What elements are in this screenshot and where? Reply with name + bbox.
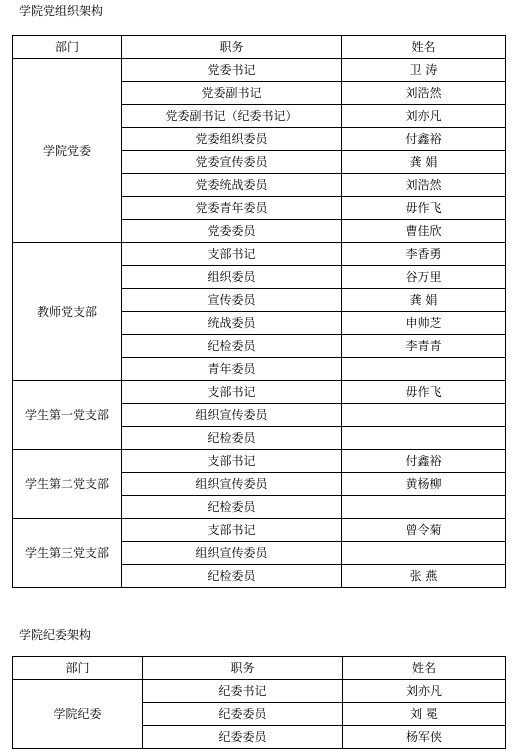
name-cell: 刘浩然: [342, 82, 506, 105]
position-cell: 组织宣传委员: [122, 404, 342, 427]
party-structure-table: [12, 35, 506, 588]
table-header-row: [13, 36, 506, 59]
name-cell: [342, 496, 506, 519]
position-cell: 支部书记: [122, 450, 342, 473]
position-cell: 纪委委员: [143, 703, 343, 726]
name-cell: 龚 娟: [342, 289, 506, 312]
name-cell: 杨军侠: [343, 726, 506, 749]
position-cell: 组织宣传委员: [122, 473, 342, 496]
position-cell: 纪委委员: [143, 726, 343, 749]
department-cell: 学生第三党支部: [13, 519, 122, 588]
header-position: 职务: [122, 36, 342, 59]
name-cell: [342, 427, 506, 450]
position-cell: 党委书记: [122, 59, 342, 82]
table-row: [13, 59, 506, 82]
name-cell: [342, 542, 506, 565]
position-cell: 支部书记: [122, 381, 342, 404]
name-cell: 曹佳欣: [342, 220, 506, 243]
position-cell: 纪检委员: [122, 496, 342, 519]
position-cell: 党委青年委员: [122, 197, 342, 220]
position-cell: 支部书记: [122, 243, 342, 266]
name-cell: 毋作飞: [342, 197, 506, 220]
position-cell: 党委副书记（纪委书记）: [122, 105, 342, 128]
name-cell: 曾令菊: [342, 519, 506, 542]
department-cell: 教师党支部: [13, 243, 122, 381]
name-cell: 刘 冕: [343, 703, 506, 726]
position-cell: 宣传委员: [122, 289, 342, 312]
position-cell: 党委组织委员: [122, 128, 342, 151]
name-cell: 毋作飞: [342, 381, 506, 404]
party-structure-title: 学院党组织架构: [19, 4, 104, 18]
position-cell: 组织宣传委员: [122, 542, 342, 565]
name-cell: 李青青: [342, 335, 506, 358]
name-cell: 刘亦凡: [343, 680, 506, 703]
position-cell: 组织委员: [122, 266, 342, 289]
name-cell: 张 燕: [342, 565, 506, 588]
table-row: [13, 381, 506, 404]
table-row: [13, 680, 506, 703]
name-cell: [342, 404, 506, 427]
position-cell: 党委副书记: [122, 82, 342, 105]
name-cell: 付鑫裕: [342, 128, 506, 151]
position-cell: 党委统战委员: [122, 174, 342, 197]
position-cell: 支部书记: [122, 519, 342, 542]
department-cell: 学生第二党支部: [13, 450, 122, 519]
name-cell: 谷万里: [342, 266, 506, 289]
department-cell: 学生第一党支部: [13, 381, 122, 450]
table-row: [13, 450, 506, 473]
position-cell: 纪检委员: [122, 335, 342, 358]
name-cell: 付鑫裕: [342, 450, 506, 473]
position-cell: 统战委员: [122, 312, 342, 335]
header-name: 姓名: [342, 36, 506, 59]
name-cell: 龚 娟: [342, 151, 506, 174]
department-cell: 学院党委: [13, 59, 122, 243]
table-row: [13, 519, 506, 542]
header-name: 姓名: [343, 657, 506, 680]
position-cell: 纪检委员: [122, 565, 342, 588]
name-cell: 黄杨柳: [342, 473, 506, 496]
position-cell: 党委委员: [122, 220, 342, 243]
name-cell: [342, 358, 506, 381]
discipline-structure-title: 学院纪委架构: [19, 628, 92, 642]
name-cell: 刘浩然: [342, 174, 506, 197]
table-row: [13, 243, 506, 266]
header-position: 职务: [143, 657, 343, 680]
name-cell: 刘亦凡: [342, 105, 506, 128]
name-cell: 李香勇: [342, 243, 506, 266]
name-cell: 申帅芝: [342, 312, 506, 335]
position-cell: 纪委书记: [143, 680, 343, 703]
position-cell: 纪检委员: [122, 427, 342, 450]
department-cell: 学院纪委: [13, 680, 143, 749]
header-department: 部门: [13, 36, 122, 59]
table-header-row: [13, 657, 506, 680]
position-cell: 青年委员: [122, 358, 342, 381]
position-cell: 党委宣传委员: [122, 151, 342, 174]
discipline-structure-table: [12, 656, 506, 749]
header-department: 部门: [13, 657, 143, 680]
name-cell: 卫 涛: [342, 59, 506, 82]
